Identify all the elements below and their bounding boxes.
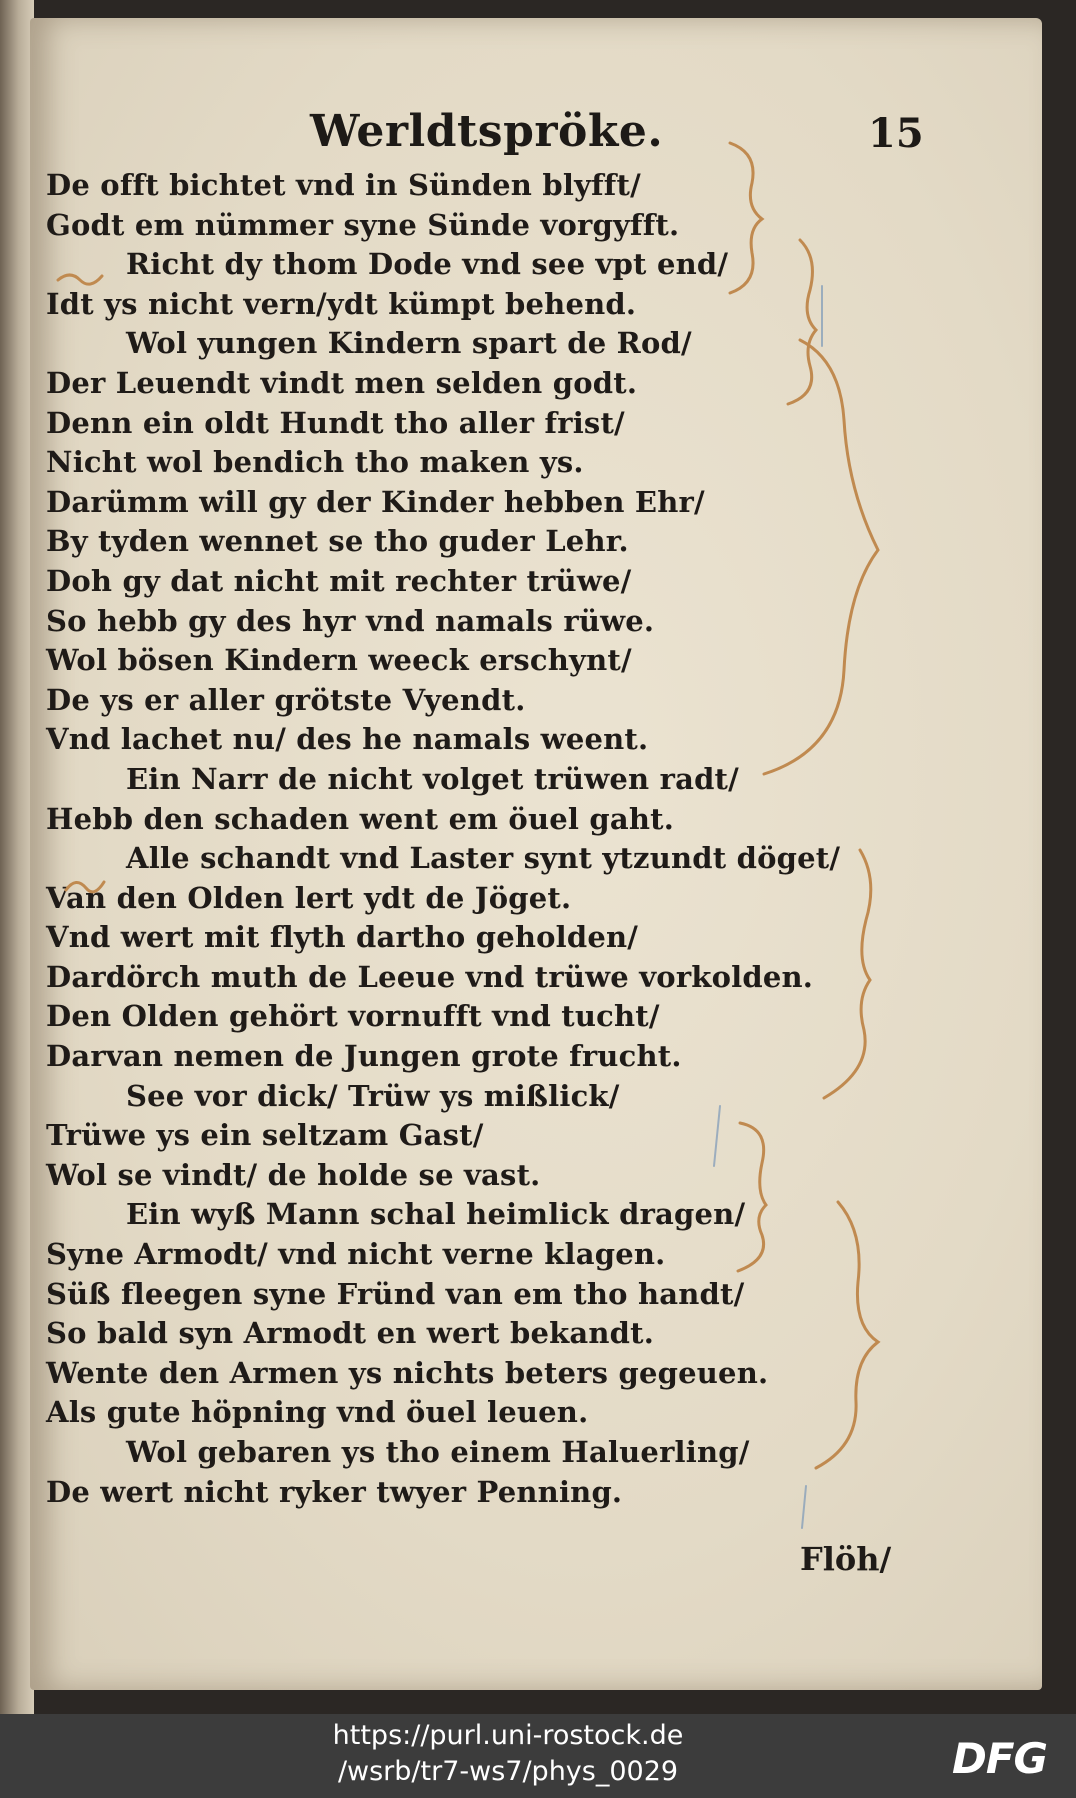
text-line: Denn ein oldt Hundt tho aller frist/ (46, 405, 625, 440)
text-line: Darvan nemen de Jungen grote frucht. (46, 1039, 682, 1074)
page-number: 15 (868, 110, 924, 157)
poem-text-block (46, 166, 926, 1512)
text-line: Ein wyß Mann schal heimlick dragen/ (126, 1197, 746, 1232)
text-line: Wente den Armen ys nichts beters gegeuen. (46, 1355, 769, 1390)
text-line: Doh gy dat nicht mit rechter trüwe/ (46, 563, 632, 598)
running-title: Werldtspröke. (310, 106, 664, 157)
text-line: Vnd wert mit flyth dartho geholden/ (46, 920, 639, 955)
text-line: Der Leuendt vindt men selden godt. (46, 365, 638, 400)
text-line: Nicht wol bendich tho maken ys. (46, 445, 584, 480)
text-line: By tyden wennet se tho guder Lehr. (46, 524, 629, 559)
text-line: Vnd lachet nu/ des he namals weent. (46, 722, 649, 757)
footer-bar (0, 1714, 1076, 1798)
text-line: Alle schandt vnd Laster synt ytzundt döget/ (126, 841, 841, 876)
text-line: Wol se vindt/ de holde se vast. (46, 1157, 541, 1192)
book-spine (0, 0, 34, 1714)
text-line: De wert nicht ryker twyer Penning. (46, 1474, 623, 1509)
text-line: Ein Narr de nicht volget trüwen radt/ (126, 761, 739, 796)
text-line: Wol gebaren ys tho einem Haluerling/ (126, 1435, 750, 1469)
book-page (30, 18, 1042, 1690)
text-line: Süß fleegen syne Fründ van em tho handt/ (46, 1276, 745, 1311)
text-line: Trüwe ys ein seltzam Gast/ (46, 1118, 484, 1153)
text-line: Den Olden gehört vornufft vnd tucht/ (46, 999, 660, 1034)
catchword: Flöh/ (800, 1540, 892, 1578)
text-line: Godt em nümmer syne Sünde vorgyfft. (46, 207, 680, 242)
text-line: Syne Armodt/ vnd nicht verne klagen. (46, 1237, 666, 1272)
text-line: De ys er aller grötste Vyendt. (46, 682, 526, 717)
text-line: Als gute höpning vnd öuel leuen. (46, 1395, 589, 1430)
text-line: Wol yungen Kindern spart de Rod/ (126, 326, 692, 361)
text-line: Hebb den schaden went em öuel gaht. (46, 801, 675, 836)
page-header (30, 96, 1042, 166)
text-line: Wol bösen Kindern weeck erschynt/ (46, 643, 632, 678)
dfg-logo: DFG (952, 1734, 1048, 1783)
text-line: Van den Olden lert ydt de Jöget. (46, 880, 572, 915)
text-line: De offt bichtet vnd in Sünden blyfft/ (46, 168, 641, 202)
text-line: So bald syn Armodt en wert bekandt. (46, 1316, 655, 1351)
text-line: Dardörch muth de Leeue vnd trüwe vorkolden. (46, 959, 814, 994)
text-line: So hebb gy des hyr vnd namals rüwe. (46, 603, 655, 638)
text-line: Darümm will gy der Kinder hebben Ehr/ (46, 484, 705, 519)
source-url-line-1[interactable]: https://purl.uni-rostock.de (332, 1720, 684, 1751)
text-line: See vor dick/ Trüw ys mißlick/ (126, 1078, 620, 1113)
source-url-line-2[interactable]: /wsrb/tr7-ws7/phys_0029 (337, 1756, 679, 1787)
text-line: Idt ys nicht vern/ydt kümpt behend. (46, 286, 637, 321)
text-line: Richt dy thom Dode vnd see vpt end/ (126, 247, 729, 282)
